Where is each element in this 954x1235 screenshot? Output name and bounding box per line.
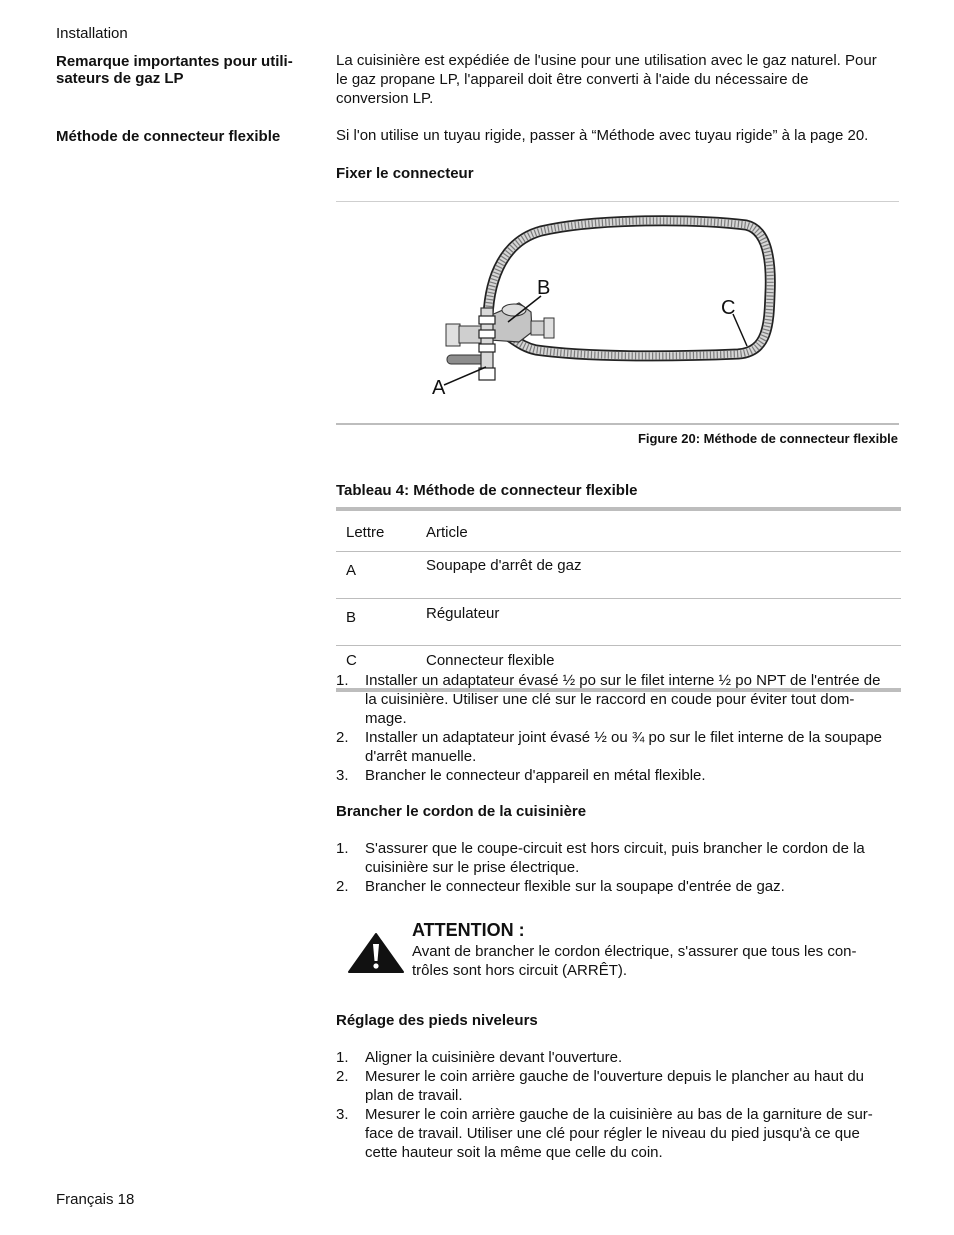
list-item: 1. Installer un adaptateur évasé ½ po sur le filet interne ½ po NPT de l'entrée de la cuisinière. Utiliser une clé sur le raccord en coude pour éviter tout dom- mage. [336, 672, 881, 727]
leveling-subhead: Réglage des pieds niveleurs [336, 1012, 538, 1029]
table-row [336, 599, 901, 646]
header-letter: Lettre [336, 509, 416, 552]
row-letter: A [336, 552, 416, 599]
fix-connector-subhead: Fixer le connecteur [336, 165, 474, 182]
table-row [336, 552, 901, 599]
list-item: 2. Mesurer le coin arrière gauche de l'ouverture depuis le plancher au haut du plan de travail. [336, 1068, 864, 1104]
list-item: 2. Installer un adaptateur joint évasé ½ ou ¾ po sur le filet interne de la soupape d'arrêt manuelle. [336, 729, 883, 765]
leveling-steps [336, 1048, 896, 1162]
row-article: Régulateur [416, 599, 901, 646]
list-item: 1. Aligner la cuisinière devant l'ouverture. [336, 1049, 623, 1066]
page-footer: Français 18 [56, 1191, 135, 1208]
lp-note-heading: Remarque importantes pour utili- sateurs de gaz LP [56, 53, 293, 87]
flexible-connector-illustration [336, 204, 900, 420]
list-item: 1. S'assurer que le coupe-circuit est hors circuit, puis brancher le cordon de la cuisinière sur le prise électrique. [336, 840, 865, 876]
list-item: 3. Mesurer le coin arrière gauche de la cuisinière au bas de la garniture de sur- face de travail. Utiliser une clé pour régler le niveau du pied jusqu'à ce que cette hauteur soit la même que celle du coin. [336, 1106, 873, 1161]
attention-title: ATTENTION : [412, 920, 525, 940]
parts-table [336, 507, 901, 692]
row-article: Soupape d'arrêt de gaz [416, 552, 901, 599]
flex-method-intro: Si l'on utilise un tuyau rigide, passer à “Méthode avec tuyau rigide” à la page 20. [336, 127, 869, 144]
running-header: Installation [56, 25, 128, 42]
header-article: Article [416, 509, 901, 552]
callout-b: B [537, 277, 551, 299]
table-header-row [336, 509, 901, 552]
callout-a: A [432, 377, 446, 399]
row-article: Connecteur flexible [416, 646, 901, 691]
warning-triangle-icon [347, 932, 405, 974]
row-letter: B [336, 599, 416, 646]
row-letter: C [336, 646, 416, 691]
cord-steps [336, 839, 896, 896]
figure-bottom-rule [336, 423, 899, 425]
table-caption: Tableau 4: Méthode de connecteur flexible [336, 482, 638, 499]
callout-c: C [721, 297, 736, 319]
attention-body: Avant de brancher le cordon électrique, s'assurer que tous les con- trôles sont hors circuit (ARRÊT). [412, 943, 857, 979]
list-item: 3. Brancher le connecteur d'appareil en métal flexible. [336, 767, 706, 784]
figure-top-rule [336, 201, 899, 202]
figure-caption: Figure 20: Méthode de connecteur flexible [637, 431, 898, 446]
cord-subhead: Brancher le cordon de la cuisinière [336, 803, 587, 820]
flex-method-heading: Méthode de connecteur flexible [56, 128, 281, 145]
list-item: 2. Brancher le connecteur flexible sur la soupape d'entrée de gaz. [336, 878, 785, 895]
lp-note-body: La cuisinière est expédiée de l'usine pour une utilisation avec le gaz naturel. Pour le gaz propane LP, l'appareil doit être converti à l'aide du nécessaire de conversion LP. [336, 52, 877, 107]
connector-steps [336, 671, 896, 785]
